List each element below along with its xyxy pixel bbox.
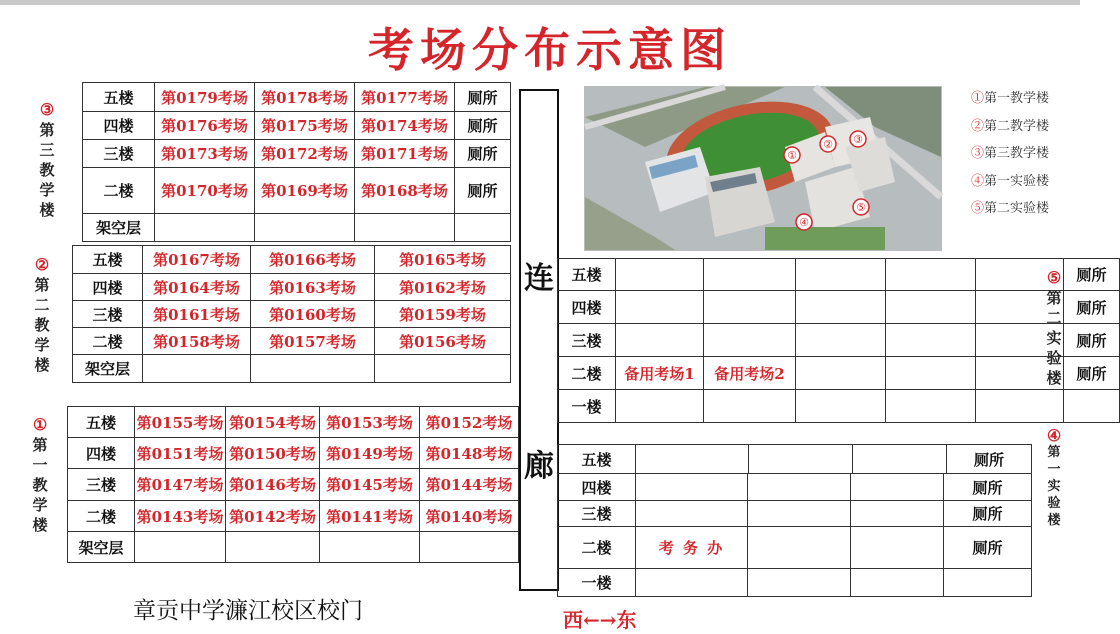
- label-char: 第: [1047, 445, 1061, 460]
- exam-room: 第0177考场: [355, 83, 455, 112]
- room-cell: [796, 390, 886, 423]
- label-char: 楼: [32, 516, 48, 534]
- legend-text: 第二教学楼: [984, 118, 1050, 134]
- table-row: [558, 527, 1032, 569]
- table-row: [68, 438, 519, 469]
- corridor: [519, 89, 559, 591]
- room-cell: [886, 390, 976, 423]
- room-cell: [851, 474, 944, 501]
- floor-label: 三楼: [83, 140, 155, 168]
- label-num: ⑤: [1046, 268, 1062, 287]
- exam-room: 第0148考场: [420, 438, 519, 469]
- restroom: 厕所: [1064, 259, 1120, 291]
- legend-num: ③: [971, 146, 985, 161]
- room-cell: [851, 569, 944, 597]
- label-char: 实: [1046, 329, 1062, 347]
- building-legend: [971, 85, 1049, 223]
- restroom: 厕所: [455, 140, 511, 168]
- exam-room: 第0144考场: [420, 469, 519, 501]
- room-cell: [851, 527, 944, 569]
- floor-label: 架空层: [73, 355, 143, 383]
- label-char: 一: [1047, 462, 1061, 477]
- room-cell: [976, 324, 1064, 357]
- legend-item: [971, 85, 1049, 113]
- legend-num: ⑤: [971, 201, 985, 216]
- empty-cell: [320, 532, 420, 563]
- exam-room: 第0170考场: [155, 168, 255, 214]
- exam-room: 第0161考场: [143, 301, 251, 328]
- exam-room: 第0167考场: [143, 246, 251, 274]
- floor-label: 二楼: [73, 328, 143, 355]
- room-cell: [749, 445, 853, 473]
- table-row: [73, 246, 511, 274]
- label-char: 第: [1046, 289, 1062, 307]
- table-row: [558, 474, 1032, 501]
- room-cell: [616, 291, 704, 324]
- label-char: 教: [32, 476, 48, 494]
- reserve-exam-room: 备用考场1: [616, 357, 704, 390]
- exam-room: 第0160考场: [251, 301, 375, 328]
- label-char: 学: [39, 181, 55, 199]
- exam-room: 第0166考场: [251, 246, 375, 274]
- exam-room: 第0152考场: [420, 407, 519, 438]
- table-row: [558, 324, 1120, 357]
- label-num: ④: [1046, 426, 1062, 445]
- direction-indicator: 西←→东: [563, 608, 637, 632]
- exam-room: 第0147考场: [135, 469, 226, 501]
- reserve-exam-room: 备用考场2: [704, 357, 796, 390]
- restroom: 厕所: [455, 168, 511, 214]
- room-cell: [976, 259, 1064, 291]
- restroom: 厕所: [944, 474, 1032, 501]
- table-row: [558, 569, 1032, 597]
- room-cell: [704, 324, 796, 357]
- exam-room: 第0165考场: [375, 246, 511, 274]
- exam-room: 第0153考场: [320, 407, 420, 438]
- label-char: 第: [32, 436, 48, 454]
- restroom: 厕所: [944, 501, 1032, 527]
- label-num: ②: [34, 255, 50, 274]
- exam-room: 第0171考场: [355, 140, 455, 168]
- exam-room: 第0141考场: [320, 501, 420, 532]
- table-row: [73, 274, 511, 301]
- room-cell: [636, 445, 749, 473]
- restroom: [1064, 390, 1120, 423]
- exam-room: 第0157考场: [251, 328, 375, 355]
- empty-cell: [143, 355, 251, 383]
- label-char: 实: [1047, 479, 1061, 494]
- table-row: [558, 390, 1120, 423]
- room-cell: [976, 390, 1064, 423]
- legend-text: 第一实验楼: [984, 173, 1050, 189]
- empty-cell: [255, 214, 355, 242]
- restroom: 厕所: [1064, 357, 1120, 390]
- top-border: [0, 0, 1080, 5]
- table-row: [68, 532, 519, 563]
- label-char: 第: [39, 121, 55, 139]
- exam-room: 第0143考场: [135, 501, 226, 532]
- room-cell: [748, 474, 851, 501]
- exam-office: 考 务 办: [636, 527, 748, 569]
- room-cell: [616, 390, 704, 423]
- photo-marker: ①: [787, 149, 797, 162]
- legend-item: [971, 168, 1049, 196]
- exam-room: 第0178考场: [255, 83, 355, 112]
- floor-label: 二楼: [558, 527, 636, 569]
- empty-cell: [420, 532, 519, 563]
- exam-room: 第0150考场: [226, 438, 320, 469]
- room-cell: [748, 501, 851, 527]
- exam-room: 第0142考场: [226, 501, 320, 532]
- legend-text: 第三教学楼: [984, 146, 1050, 161]
- photo-marker: ④: [799, 216, 809, 229]
- label-lab-1: [1044, 427, 1064, 529]
- room-cell: [616, 324, 704, 357]
- restroom: 厕所: [1064, 291, 1120, 324]
- label-char: 第: [34, 276, 50, 294]
- label-building-2: [32, 255, 52, 375]
- empty-cell: [251, 355, 375, 383]
- floor-label: 二楼: [68, 501, 135, 532]
- room-cell: [704, 291, 796, 324]
- label-char: 二: [34, 296, 50, 314]
- room-cell: [853, 445, 947, 473]
- label-char: 楼: [1047, 513, 1061, 528]
- label-char: 学: [32, 496, 48, 514]
- room-cell: [636, 501, 748, 527]
- table-row: [73, 355, 511, 383]
- room-strip: [636, 445, 1032, 474]
- room-cell: [886, 259, 976, 291]
- label-char: 二: [1046, 309, 1062, 327]
- room-cell: [704, 259, 796, 291]
- photo-marker: ⑤: [856, 201, 866, 214]
- exam-room: 第0140考场: [420, 501, 519, 532]
- label-building-3: [37, 100, 57, 220]
- room-cell: [796, 324, 886, 357]
- label-building-1: [30, 415, 50, 535]
- exam-room: 第0164考场: [143, 274, 251, 301]
- room-cell: [616, 259, 704, 291]
- exam-room: 第0179考场: [155, 83, 255, 112]
- floor-label: 一楼: [558, 569, 636, 597]
- room-cell: [851, 501, 944, 527]
- table-row: [68, 469, 519, 501]
- floor-label: 一楼: [558, 390, 616, 423]
- room-cell: [748, 527, 851, 569]
- campus-photo-illustration: [585, 87, 941, 250]
- empty-cell: [455, 214, 511, 242]
- legend-item: [971, 195, 1049, 223]
- table-row: [558, 291, 1120, 324]
- legend-num: ④: [971, 173, 985, 189]
- table-row: [83, 214, 511, 242]
- empty-cell: [135, 532, 226, 563]
- label-char: 验: [1047, 496, 1061, 511]
- campus-aerial-photo: [584, 86, 942, 251]
- label-char: 三: [39, 141, 55, 159]
- label-char: 楼: [1046, 369, 1062, 387]
- floor-label: 四楼: [68, 438, 135, 469]
- table-row: [558, 501, 1032, 527]
- exam-room: 第0172考场: [255, 140, 355, 168]
- room-cell: [886, 324, 976, 357]
- floor-label: 二楼: [83, 168, 155, 214]
- restroom: 厕所: [944, 527, 1032, 569]
- floor-label: 五楼: [73, 246, 143, 274]
- exam-room: 第0145考场: [320, 469, 420, 501]
- floor-label: 架空层: [83, 214, 155, 242]
- label-char: 教: [34, 316, 50, 334]
- exam-room: 第0159考场: [375, 301, 511, 328]
- table-row: [558, 445, 1032, 474]
- photo-marker: ③: [853, 133, 863, 146]
- label-char: 楼: [39, 201, 55, 219]
- legend-num: ②: [971, 118, 985, 134]
- room-cell: [748, 569, 851, 597]
- label-char: 验: [1046, 349, 1062, 367]
- room-cell: [886, 357, 976, 390]
- room-cell: [796, 259, 886, 291]
- table-row: [558, 259, 1120, 291]
- exam-room: 第0156考场: [375, 328, 511, 355]
- table-row: [73, 301, 511, 328]
- floor-label: 四楼: [558, 474, 636, 501]
- table-row: [83, 83, 511, 112]
- legend-num: ①: [971, 91, 985, 106]
- corridor-label-bottom: 廊: [524, 449, 554, 484]
- legend-text: 第一教学楼: [984, 91, 1050, 106]
- floor-label: 五楼: [558, 445, 636, 474]
- exam-room: 第0174考场: [355, 112, 455, 140]
- legend-text: 第二实验楼: [984, 201, 1050, 216]
- floor-label: 四楼: [83, 112, 155, 140]
- exam-room: 第0169考场: [255, 168, 355, 214]
- floor-label: 四楼: [558, 291, 616, 324]
- exam-room: 第0176考场: [155, 112, 255, 140]
- table-row: [83, 168, 511, 214]
- table-row: [68, 407, 519, 438]
- empty-cell: [155, 214, 255, 242]
- lab-1-table: [557, 444, 1032, 597]
- exam-room: 第0154考场: [226, 407, 320, 438]
- floor-label: 五楼: [83, 83, 155, 112]
- empty-cell: [355, 214, 455, 242]
- room-cell: [976, 357, 1064, 390]
- photo-marker: ②: [823, 138, 833, 151]
- building-1-table: [67, 406, 519, 563]
- restroom: 厕所: [1064, 324, 1120, 357]
- exam-room: 第0163考场: [251, 274, 375, 301]
- floor-label: 二楼: [558, 357, 616, 390]
- floor-label: 三楼: [68, 469, 135, 501]
- exam-room: 第0146考场: [226, 469, 320, 501]
- floor-label: 五楼: [558, 259, 616, 291]
- room-cell: [636, 569, 748, 597]
- room-cell: [886, 291, 976, 324]
- room-cell: [796, 357, 886, 390]
- floor-label: 三楼: [558, 501, 636, 527]
- table-row: [558, 357, 1120, 390]
- exam-room: 第0158考场: [143, 328, 251, 355]
- floor-label: 三楼: [73, 301, 143, 328]
- label-num: ③: [39, 100, 55, 119]
- room-cell: [796, 291, 886, 324]
- building-3-table: [82, 82, 511, 242]
- exam-room: 第0162考场: [375, 274, 511, 301]
- empty-cell: [226, 532, 320, 563]
- room-cell: [704, 390, 796, 423]
- restroom: 厕所: [973, 450, 1004, 469]
- legend-item: [971, 113, 1049, 141]
- table-row: [68, 501, 519, 532]
- label-char: 教: [39, 161, 55, 179]
- exam-room: 第0151考场: [135, 438, 226, 469]
- room-cell: [636, 474, 748, 501]
- floor-label: 架空层: [68, 532, 135, 563]
- room-cell: [944, 569, 1032, 597]
- lab-2-table: [557, 258, 1120, 423]
- school-gate-label: 章贡中学濂江校区校门: [133, 598, 363, 624]
- page-title: 考场分布示意图: [368, 23, 732, 77]
- restroom: 厕所: [455, 112, 511, 140]
- label-num: ①: [32, 415, 48, 434]
- room-cell: [976, 291, 1064, 324]
- table-row: [83, 112, 511, 140]
- restroom: 厕所: [455, 83, 511, 112]
- building-2-table: [72, 245, 511, 383]
- floor-label: 三楼: [558, 324, 616, 357]
- exam-room: 第0168考场: [355, 168, 455, 214]
- exam-room: 第0173考场: [155, 140, 255, 168]
- label-char: 学: [34, 336, 50, 354]
- room-subgrid: [636, 445, 1031, 473]
- legend-item: [971, 140, 1049, 168]
- corridor-label-top: 连: [524, 261, 554, 296]
- table-row: [83, 140, 511, 168]
- table-row: [73, 328, 511, 355]
- floor-label: 四楼: [73, 274, 143, 301]
- floor-label: 五楼: [68, 407, 135, 438]
- exam-room: 第0149考场: [320, 438, 420, 469]
- exam-room: 第0175考场: [255, 112, 355, 140]
- label-char: 楼: [34, 356, 50, 374]
- exam-room: 第0155考场: [135, 407, 226, 438]
- empty-cell: [375, 355, 511, 383]
- label-char: 一: [32, 456, 48, 474]
